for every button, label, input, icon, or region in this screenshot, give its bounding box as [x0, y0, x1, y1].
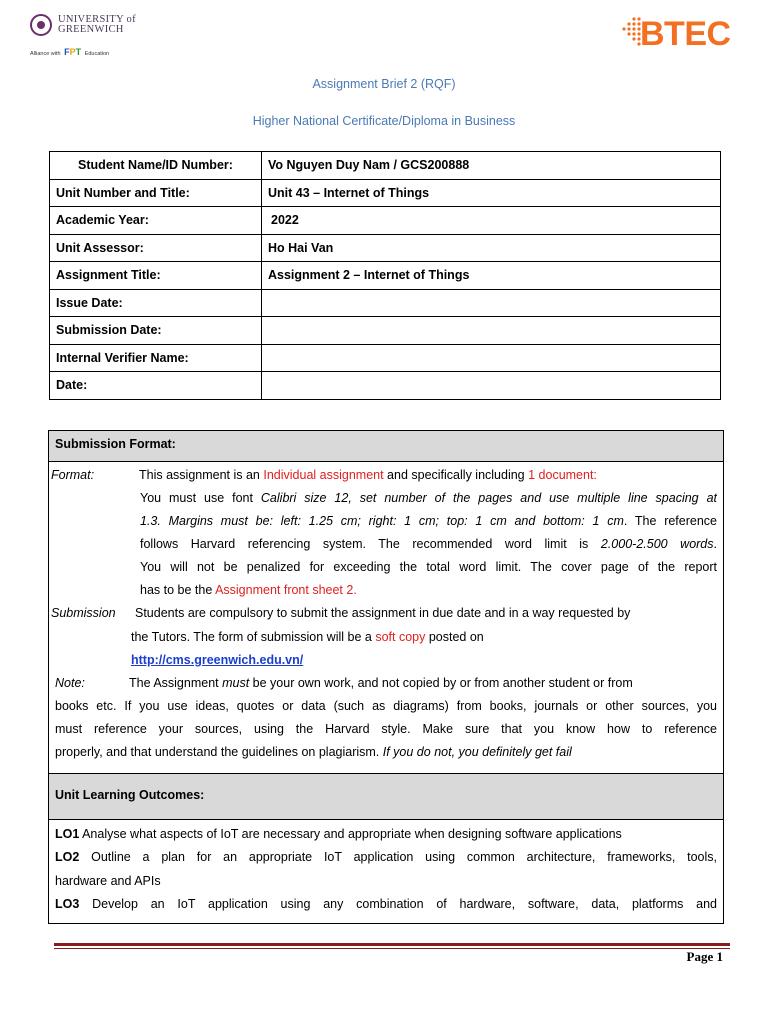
issue-date-label: Issue Date:: [50, 289, 262, 317]
format-line-2: [140, 491, 717, 506]
table-row: [50, 344, 721, 372]
university-of-greenwich-logo: [30, 14, 140, 60]
format-line-6: [140, 583, 357, 598]
table-row: [50, 152, 721, 180]
lo3-line: [55, 897, 717, 912]
table-row: [50, 372, 721, 400]
submission-line-2-b: posted on: [425, 630, 484, 644]
footer-rule-thick: [54, 943, 730, 946]
alliance-suffix: Education: [84, 51, 110, 57]
unit-value: Unit 43 – Internet of Things: [262, 179, 721, 207]
note-line-1: [129, 676, 633, 691]
table-row: [50, 289, 721, 317]
lo2-continuation: hardware and APIs: [55, 874, 161, 888]
soft-copy-text: soft copy: [375, 630, 426, 644]
university-seal-icon: [30, 14, 52, 36]
year-value: 2022: [262, 207, 721, 235]
submission-label: Submission: [51, 606, 116, 620]
note-must-text: must: [222, 676, 250, 690]
note-line-3: must reference your sources, using the Harvard style. Make sure that you know how to reference: [55, 722, 717, 736]
word-limit-text: 2.000-2.500 words: [600, 537, 714, 551]
university-name: [58, 15, 136, 35]
format-line-1-b: and specifically including: [383, 468, 529, 482]
lo3-code: LO3: [55, 897, 80, 911]
programme-title: Higher National Certificate/Diploma in Business: [252, 114, 516, 128]
assessor-label: Unit Assessor:: [50, 234, 262, 262]
format-line-4: [140, 537, 717, 552]
format-line-3: [140, 514, 717, 529]
note-warning-text: If you do not, you definitely get fail: [382, 745, 572, 759]
lo2-line: [55, 850, 717, 865]
alliance-prefix: Alliance with: [30, 51, 61, 57]
format-line-1: [139, 468, 597, 483]
table-row: [50, 234, 721, 262]
year-label: Academic Year:: [50, 207, 262, 235]
submission-line-1: Students are compulsory to submit the assignment in due date and in a way requested by: [135, 606, 631, 620]
format-line-2-italic: Calibri size 12, set number of the pages and use multiple line spacing at: [260, 491, 717, 505]
student-label: Student Name/ID Number:: [50, 152, 262, 180]
format-label: Format:: [51, 468, 95, 482]
date-value: [262, 372, 721, 400]
note-line-4: [55, 745, 572, 760]
unit-label: Unit Number and Title:: [50, 179, 262, 207]
format-line-3-italic: 1.3. Margins must be: left: 1.25 cm; right: 1 cm; top: 1 cm and bottom: 1 cm: [140, 514, 624, 528]
assignment-title-label: Assignment Title:: [50, 262, 262, 290]
fpt-f: F: [64, 47, 70, 57]
one-document-text: 1 document:: [528, 468, 597, 482]
table-row: [50, 207, 721, 235]
format-line-4-a: follows Harvard referencing system. The recommended word limit is: [140, 537, 601, 551]
university-name-line1: UNIVERSITY of: [58, 14, 136, 25]
format-line-1-a: This assignment is an: [139, 468, 264, 482]
verifier-label: Internal Verifier Name:: [50, 344, 262, 372]
table-row: [50, 262, 721, 290]
submission-date-label: Submission Date:: [50, 317, 262, 345]
date-label: Date:: [50, 372, 262, 400]
note-line-1-b: be your own work, and not copied by or from another student or from: [249, 676, 633, 690]
submission-format-heading: Submission Format:: [49, 431, 723, 462]
format-line-3-b: . The reference: [623, 514, 717, 528]
assignment-info-table: [49, 151, 721, 400]
university-name-line2: GREENWICH: [58, 24, 124, 35]
format-line-2-a: You must use font: [140, 491, 261, 505]
brief-title: Assignment Brief 2 (RQF): [312, 77, 456, 91]
lo1-code: LO1: [55, 827, 80, 841]
lo2-code: LO2: [55, 850, 80, 864]
note-line-1-a: The Assignment: [129, 676, 223, 690]
format-line-4-b: .: [713, 537, 717, 551]
submission-box: [48, 430, 724, 924]
btec-logo: [620, 14, 742, 54]
lo3-text: Develop an IoT application using any combination of hardware, software, data, platforms and: [79, 897, 717, 911]
student-value: Vo Nguyen Duy Nam / GCS200888: [262, 152, 721, 180]
fpt-p: P: [69, 47, 76, 57]
footer-rule-thin: [54, 948, 730, 949]
table-row: [50, 317, 721, 345]
alliance-line: [30, 47, 109, 57]
note-line-2: books etc. If you use ideas, quotes or data (such as diagrams) from books, journals or other sources, you: [55, 699, 717, 713]
submission-line-2: [131, 630, 484, 645]
verifier-value: [262, 344, 721, 372]
fpt-logo: [64, 47, 81, 57]
issue-date-value: [262, 289, 721, 317]
btec-wordmark: BTEC: [640, 15, 731, 53]
assignment-title-value: Assignment 2 – Internet of Things: [262, 262, 721, 290]
submission-date-value: [262, 317, 721, 345]
note-label: Note:: [55, 676, 85, 690]
lo1-line: [55, 827, 622, 842]
lo1-text: Analyse what aspects of IoT are necessary and appropriate when designing software applications: [79, 827, 622, 841]
table-row: [50, 179, 721, 207]
format-line-6-a: has to be the: [140, 583, 216, 597]
page-number: Page 1: [686, 949, 723, 964]
cms-link[interactable]: http://cms.greenwich.edu.vn/: [131, 653, 304, 667]
submission-line-2-a: the Tutors. The form of submission will be a: [131, 630, 376, 644]
unit-learning-outcomes-heading: Unit Learning Outcomes:: [49, 773, 723, 820]
individual-assignment-text: Individual assignment: [263, 468, 384, 482]
btec-dots-icon: [620, 16, 642, 48]
fpt-t: T: [75, 47, 82, 57]
format-line-5: You will not be penalized for exceeding the total word limit. The cover page of the report: [140, 560, 717, 574]
lo2-text: Outline a plan for an appropriate IoT application using common architecture, frameworks, tools,: [79, 850, 717, 864]
assessor-value: Ho Hai Van: [262, 234, 721, 262]
front-sheet-text: Assignment front sheet 2.: [215, 583, 357, 597]
note-line-4-a: properly, and that understand the guidelines on plagiarism.: [55, 745, 383, 759]
